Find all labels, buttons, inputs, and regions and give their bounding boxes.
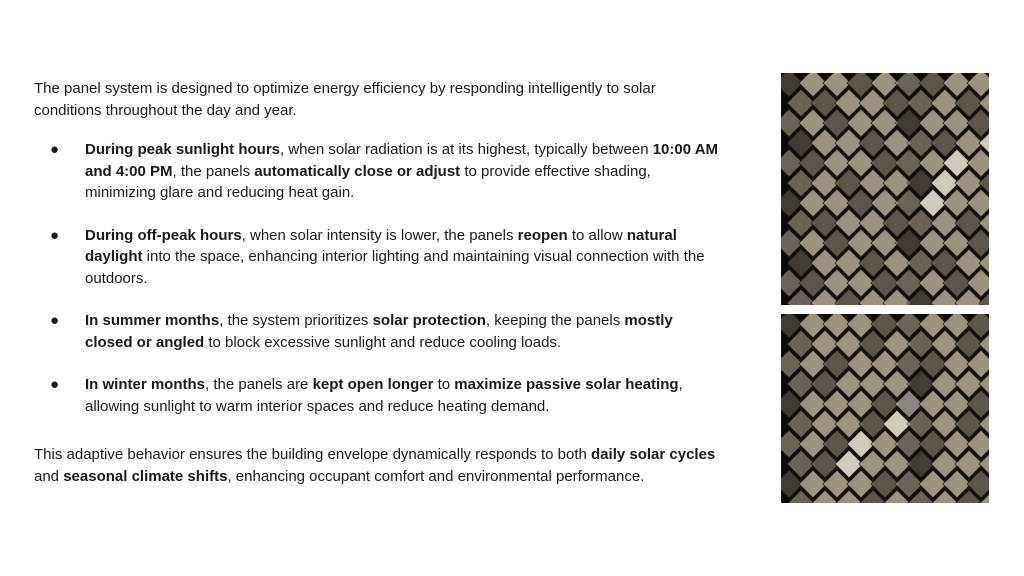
bold-text: In winter months bbox=[85, 376, 205, 393]
bullet-item-offpeak bbox=[34, 225, 724, 290]
text-run: , allowing sunlight to warm interior spaces and reduce heating demand. bbox=[85, 376, 683, 415]
text-run: , when solar intensity is lower, the panels bbox=[241, 226, 518, 244]
bold-text: mostly closed or angled bbox=[85, 312, 673, 351]
bullet-dot: ● bbox=[50, 141, 60, 158]
text-run: , the panels are bbox=[205, 376, 313, 393]
text-run: to block excessive sunlight and reduce cooling loads. bbox=[204, 333, 562, 351]
kinetic-panel-facade-image bbox=[781, 73, 989, 305]
bold-text: solar protection bbox=[372, 312, 486, 329]
bullet-item-summer bbox=[34, 310, 724, 353]
bold-text: seasonal climate shifts bbox=[63, 467, 228, 485]
text-run: , keeping the panels bbox=[485, 312, 625, 329]
text-run: and bbox=[34, 467, 64, 485]
text-run: to allow bbox=[567, 226, 627, 244]
text-run: into the space, enhancing interior lighting and maintaining visual connection with the outdoors. bbox=[85, 248, 705, 287]
panel-photo-closed bbox=[781, 73, 989, 305]
panel-photo-open bbox=[781, 314, 989, 503]
bold-text: daily solar cycles bbox=[591, 446, 716, 463]
bullet-text-offpeak bbox=[85, 227, 705, 287]
closing-paragraph bbox=[34, 444, 724, 487]
bold-text: maximize passive solar heating bbox=[454, 376, 679, 393]
bold-text: automatically close or adjust bbox=[254, 162, 461, 180]
bold-text: natural daylight bbox=[85, 226, 677, 265]
kinetic-panel-facade-image bbox=[781, 314, 989, 503]
bold-text: In summer months bbox=[85, 312, 220, 329]
text-run: This adaptive behavior ensures the building envelope dynamically responds to both bbox=[34, 446, 592, 463]
bold-text: reopen bbox=[517, 226, 568, 244]
text-column bbox=[34, 78, 724, 487]
bullet-item-winter bbox=[34, 374, 724, 417]
bullet-dot: ● bbox=[50, 376, 60, 393]
text-run: to bbox=[433, 376, 455, 393]
bullet-text-peak bbox=[85, 141, 718, 201]
bullet-dot: ● bbox=[50, 226, 60, 244]
bold-text: kept open longer bbox=[312, 376, 434, 393]
text-run: , when solar radiation is at its highest, typically between bbox=[280, 141, 653, 158]
text-run: to provide effective shading, minimizing glare and reducing heat gain. bbox=[85, 162, 651, 201]
bullet-dot: ● bbox=[50, 312, 60, 329]
bold-text: During peak sunlight hours bbox=[85, 141, 281, 158]
bullet-text-summer bbox=[85, 312, 673, 351]
intro-paragraph: The panel system is designed to optimize energy efficiency by responding intelligently to solar conditions throughout the day and year. bbox=[34, 80, 656, 119]
bullet-list bbox=[34, 139, 724, 417]
text-run: , the system prioritizes bbox=[219, 312, 373, 329]
bold-text: 10:00 AM and 4:00 PM bbox=[85, 141, 719, 180]
bullet-text-winter bbox=[85, 376, 683, 415]
bullet-item-peak bbox=[34, 139, 724, 204]
text-run: , the panels bbox=[172, 162, 255, 180]
bold-text: During off-peak hours bbox=[85, 226, 242, 244]
text-run: , enhancing occupant comfort and environmental performance. bbox=[227, 467, 645, 485]
